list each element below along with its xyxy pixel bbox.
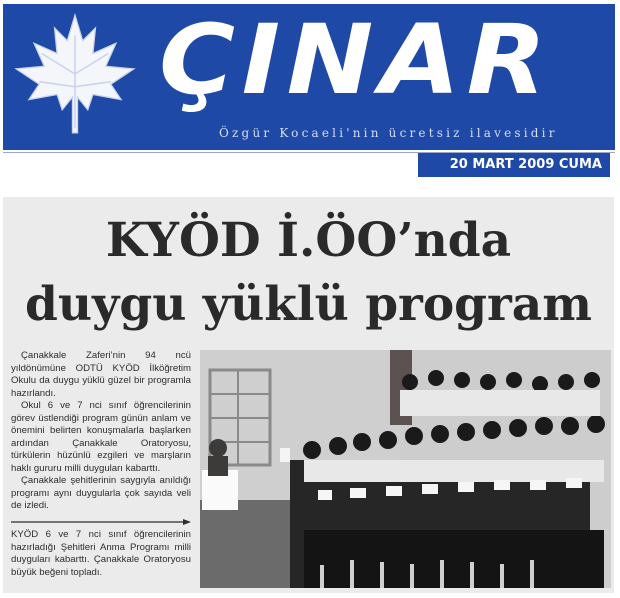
article-body: [11, 350, 191, 513]
masthead: [3, 4, 615, 150]
headline-line-2: duygu yüklü program: [25, 277, 592, 332]
caption-text: KYÖD 6 ve 7 nci sınıf öğrencilerinin hazırladığı Şehitleri Anma Programı milli duyguları kabarttı. Çanakkale Oratoryosu büyük beğeni topladı.: [11, 529, 191, 578]
tagline: Özgür Kocaeli'nin ücretsiz ilavesidir: [219, 126, 558, 140]
paragraph: Çanakkale Zaferi’nin 94 ncü yıldönümüne ODTÜ KYÖD İlköğretim Okulu da duygu yüklü güzel bir programla hazırlandı.: [11, 350, 191, 399]
photo-caption: [11, 529, 191, 579]
maple-leaf-icon: [11, 10, 139, 138]
arrow-right-icon: [11, 519, 191, 525]
article-photo: [200, 350, 611, 588]
choir-photo-illustration: [200, 350, 611, 588]
paragraph: Okul 6 ve 7 nci sınıf öğrencilerinin görev üstlendiği program günün anlam ve önemini belirten konuşmalarla başlarken ardından Çanakkale Oratoryosu, türkülerin hüzünlü ezgileri ve marşların haklı gururu milli duyguları kabarttı.: [11, 400, 191, 474]
brand-title: ÇINAR: [159, 4, 553, 116]
headline-line-1: KYÖD İ.ÖO’nda: [105, 213, 512, 268]
issue-date: 20 MART 2009 CUMA: [418, 153, 610, 177]
article: [3, 197, 614, 593]
paragraph: Çanakkale şehitlerinin saygıyla anıldığı programı aynı duygularla çok sayıda veli de izledi.: [11, 475, 191, 511]
